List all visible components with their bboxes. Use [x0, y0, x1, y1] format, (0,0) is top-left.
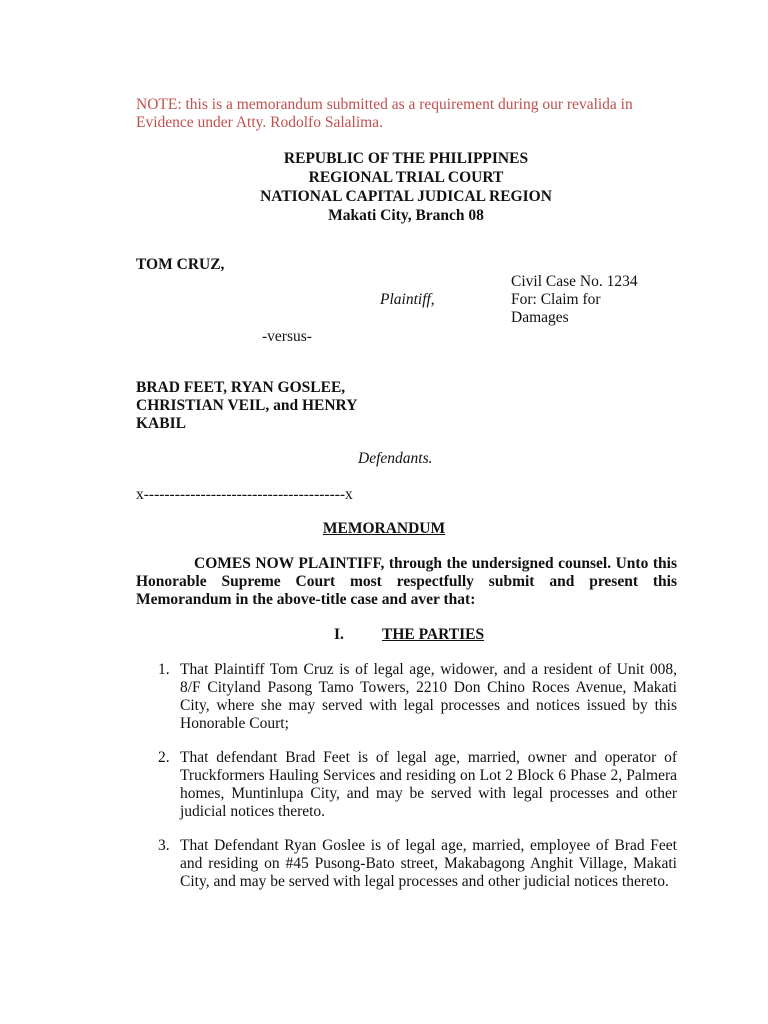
court-header-republic: REPUBLIC OF THE PHILIPPINES — [283, 150, 529, 167]
court-header — [136, 149, 676, 225]
versus-label: -versus- — [262, 328, 312, 345]
defendants-names: BRAD FEET, RYAN GOSLEE, CHRISTIAN VEIL, and HENRY KABIL — [136, 379, 357, 432]
list-item-text: That Plaintiff Tom Cruz is of legal age, widower, and a resident of Unit 008, 8/F Cityland Pasong Tamo Towers, 2210 Don Chino Roces Avenue, Makati City, where she may served with legal processes and notices issued by this Honorable Court; — [180, 661, 677, 732]
list-item-text: That defendant Brad Feet is of legal age, married, owner and operator of Truckformers Hauling Services and residing on Lot 2 Block 6 Phase 2, Palmera homes, Muntinlupa City, and may be served with legal processes and other judicial notices thereto. — [180, 749, 677, 820]
list-item-text: That Defendant Ryan Goslee is of legal age, married, employee of Brad Feet and residing on #45 Pusong-Bato street, Makabagong Anghit Village, Makati City, and may be served with legal processes and other judicial notices thereto. — [180, 837, 677, 890]
revalida-note: NOTE: this is a memorandum submitted as a requirement during our revalida in Evidence under Atty. Rodolfo Salalima. — [136, 96, 633, 131]
case-number: Civil Case No. 1234 — [511, 273, 638, 290]
list-item-number: 3. — [158, 837, 170, 854]
court-header-branch: Makati City, Branch 08 — [328, 207, 484, 224]
intro-text: COMES NOW PLAINTIFF, through the undersigned counsel. Unto this Honorable Supreme Court most respectfully submit and present this Memorandum in the above-title case and aver that: — [136, 555, 677, 608]
document-title: MEMORANDUM — [322, 520, 446, 537]
defendants-label: Defendants. — [358, 450, 433, 467]
section-number: I. — [334, 626, 344, 643]
intro-paragraph — [136, 555, 677, 609]
court-header-region: NATIONAL CAPITAL JUDICAL REGION — [260, 188, 552, 205]
list-item-number: 1. — [158, 661, 170, 678]
claim-description: For: Claim for Damages — [511, 291, 601, 326]
plaintiff-name: TOM CRUZ, — [136, 256, 225, 273]
list-item — [158, 661, 677, 733]
section-title: THE PARTIES — [382, 626, 485, 643]
plaintiff-label: Plaintiff, — [380, 291, 435, 308]
list-item — [158, 837, 677, 891]
court-header-trial-court: REGIONAL TRIAL COURT — [308, 169, 504, 186]
caption-separator: x---------------------------------------x — [136, 486, 353, 503]
list-item-number: 2. — [158, 749, 170, 766]
list-item — [158, 749, 677, 821]
